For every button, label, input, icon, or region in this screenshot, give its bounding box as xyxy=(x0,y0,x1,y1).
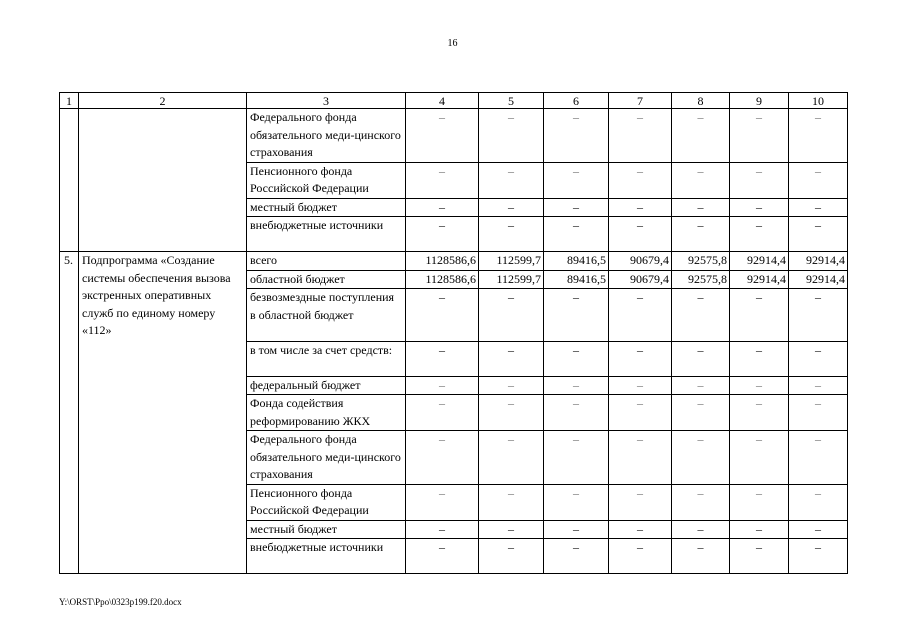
value-cell: 92914,4 xyxy=(730,252,789,271)
value-cell: 90679,4 xyxy=(609,270,672,289)
value-cell: – xyxy=(789,484,848,520)
footer-file-path: Y:\ORST\Ppo\0323p199.f20.docx xyxy=(59,597,182,607)
value-cell: – xyxy=(406,376,479,395)
column-number: 9 xyxy=(730,93,789,109)
value-cell: – xyxy=(789,198,848,217)
value-cell: – xyxy=(609,376,672,395)
funding-source-cell: внебюджетные источники xyxy=(247,217,406,252)
value-cell: – xyxy=(789,109,848,163)
value-cell: – xyxy=(544,539,609,574)
value-cell: – xyxy=(609,109,672,163)
funding-source-cell: внебюджетные источники xyxy=(247,539,406,574)
value-cell: – xyxy=(544,431,609,485)
value-cell: – xyxy=(544,109,609,163)
value-cell: – xyxy=(406,395,479,431)
funding-source-cell: Федерального фонда обязательного меди-цинского страхования xyxy=(247,109,406,163)
value-cell: – xyxy=(479,484,544,520)
value-cell: – xyxy=(479,217,544,252)
value-cell: – xyxy=(789,162,848,198)
value-cell: – xyxy=(789,431,848,485)
funding-source-cell: Федерального фонда обязательного меди-цинского страхования xyxy=(247,431,406,485)
column-number: 7 xyxy=(609,93,672,109)
value-cell: – xyxy=(406,162,479,198)
value-cell: – xyxy=(672,217,730,252)
value-cell: 1128586,6 xyxy=(406,270,479,289)
value-cell: – xyxy=(672,395,730,431)
funding-source-cell: Пенсионного фонда Российской Федерации xyxy=(247,484,406,520)
value-cell: – xyxy=(730,484,789,520)
value-cell: – xyxy=(479,289,544,342)
value-cell: – xyxy=(730,520,789,539)
value-cell: – xyxy=(672,341,730,376)
funding-source-cell: Пенсионного фонда Российской Федерации xyxy=(247,162,406,198)
value-cell: – xyxy=(730,198,789,217)
value-cell: – xyxy=(789,520,848,539)
value-cell: – xyxy=(406,431,479,485)
value-cell: – xyxy=(730,217,789,252)
value-cell: – xyxy=(406,484,479,520)
value-cell: – xyxy=(609,289,672,342)
value-cell: – xyxy=(672,539,730,574)
value-cell: 92575,8 xyxy=(672,270,730,289)
value-cell: – xyxy=(672,431,730,485)
value-cell: – xyxy=(609,162,672,198)
column-number: 10 xyxy=(789,93,848,109)
column-number: 2 xyxy=(79,93,247,109)
value-cell: – xyxy=(544,198,609,217)
funding-source-cell: местный бюджет xyxy=(247,198,406,217)
value-cell: – xyxy=(730,539,789,574)
funding-source-cell: Фонда содействия реформированию ЖКХ xyxy=(247,395,406,431)
column-number: 3 xyxy=(247,93,406,109)
value-cell: – xyxy=(479,341,544,376)
value-cell: – xyxy=(609,484,672,520)
value-cell: – xyxy=(406,289,479,342)
value-cell: 89416,5 xyxy=(544,270,609,289)
funding-source-cell: всего xyxy=(247,252,406,271)
column-number-row xyxy=(60,93,848,109)
funding-source-cell: федеральный бюджет xyxy=(247,376,406,395)
column-number: 6 xyxy=(544,93,609,109)
value-cell: – xyxy=(730,162,789,198)
value-cell: – xyxy=(544,520,609,539)
value-cell: – xyxy=(544,289,609,342)
value-cell: – xyxy=(479,198,544,217)
value-cell: – xyxy=(789,376,848,395)
value-cell: 112599,7 xyxy=(479,270,544,289)
value-cell: – xyxy=(672,109,730,163)
program-name-cell xyxy=(79,109,247,252)
value-cell: – xyxy=(730,341,789,376)
value-cell: – xyxy=(479,162,544,198)
value-cell: 92914,4 xyxy=(730,270,789,289)
column-number: 1 xyxy=(60,93,79,109)
value-cell: – xyxy=(544,484,609,520)
value-cell: – xyxy=(730,109,789,163)
value-cell: – xyxy=(406,198,479,217)
value-cell: – xyxy=(672,520,730,539)
row-index-cell: 5. xyxy=(60,252,79,574)
table-row xyxy=(60,109,848,163)
value-cell: – xyxy=(609,341,672,376)
value-cell: – xyxy=(730,395,789,431)
program-name-cell: Подпрограмма «Создание системы обеспечения вызова экстренных оперативных служб по единому номеру «112» xyxy=(79,252,247,574)
value-cell: – xyxy=(544,217,609,252)
value-cell: – xyxy=(406,109,479,163)
value-cell: – xyxy=(730,289,789,342)
funding-source-cell: в том числе за счет средств: xyxy=(247,341,406,376)
page-number: 16 xyxy=(447,38,458,49)
value-cell: – xyxy=(730,431,789,485)
value-cell: 92914,4 xyxy=(789,270,848,289)
value-cell: – xyxy=(789,395,848,431)
table-row xyxy=(60,252,848,271)
value-cell: – xyxy=(544,395,609,431)
value-cell: – xyxy=(672,289,730,342)
funding-source-cell: областной бюджет xyxy=(247,270,406,289)
value-cell: – xyxy=(609,520,672,539)
value-cell: – xyxy=(609,198,672,217)
value-cell: 1128586,6 xyxy=(406,252,479,271)
value-cell: – xyxy=(609,539,672,574)
value-cell: – xyxy=(406,520,479,539)
value-cell: – xyxy=(479,431,544,485)
value-cell: – xyxy=(479,520,544,539)
value-cell: – xyxy=(544,162,609,198)
value-cell: – xyxy=(406,217,479,252)
value-cell: 90679,4 xyxy=(609,252,672,271)
value-cell: – xyxy=(544,376,609,395)
funding-source-cell: местный бюджет xyxy=(247,520,406,539)
value-cell: – xyxy=(672,484,730,520)
column-number: 5 xyxy=(479,93,544,109)
value-cell: 92914,4 xyxy=(789,252,848,271)
value-cell: – xyxy=(609,217,672,252)
row-index-cell xyxy=(60,109,79,252)
value-cell: – xyxy=(789,341,848,376)
value-cell: – xyxy=(609,431,672,485)
value-cell: – xyxy=(672,198,730,217)
value-cell: – xyxy=(479,109,544,163)
value-cell: – xyxy=(479,395,544,431)
value-cell: – xyxy=(789,289,848,342)
value-cell: 92575,8 xyxy=(672,252,730,271)
value-cell: – xyxy=(730,376,789,395)
value-cell: – xyxy=(789,539,848,574)
value-cell: – xyxy=(544,341,609,376)
funding-source-cell: безвозмездные поступления в областной бюджет xyxy=(247,289,406,342)
column-number: 8 xyxy=(672,93,730,109)
value-cell: – xyxy=(479,376,544,395)
column-number: 4 xyxy=(406,93,479,109)
value-cell: – xyxy=(672,376,730,395)
value-cell: – xyxy=(406,539,479,574)
value-cell: 112599,7 xyxy=(479,252,544,271)
value-cell: – xyxy=(406,341,479,376)
value-cell: – xyxy=(609,395,672,431)
value-cell: 89416,5 xyxy=(544,252,609,271)
budget-table xyxy=(59,92,848,574)
value-cell: – xyxy=(789,217,848,252)
value-cell: – xyxy=(672,162,730,198)
value-cell: – xyxy=(479,539,544,574)
table-body xyxy=(60,93,848,574)
